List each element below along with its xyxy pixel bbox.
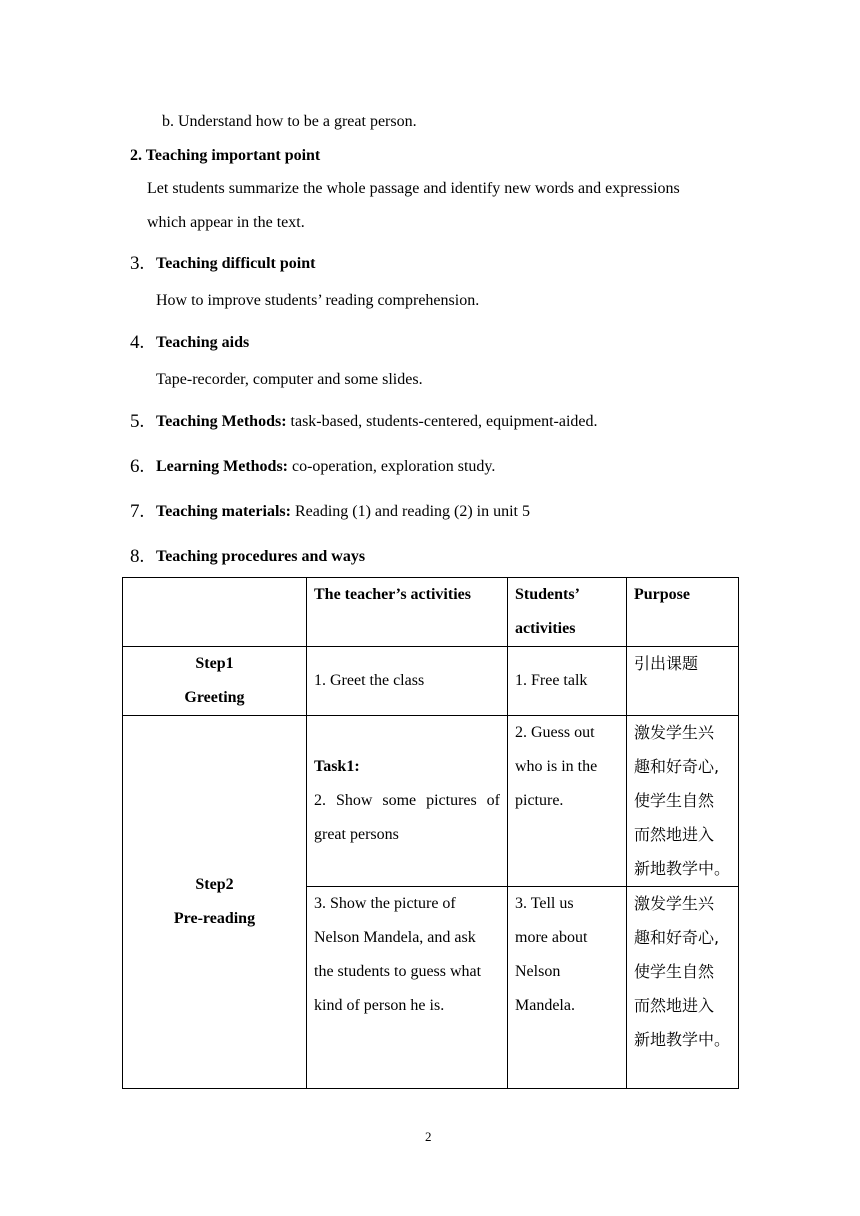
procedures-table xyxy=(122,577,739,1089)
step2-row2-teacher-line: kind of person he is. xyxy=(314,997,445,1014)
step2-row1-teacher xyxy=(307,716,508,887)
task1-label: Task1: xyxy=(314,758,360,775)
step2-name: Step2 xyxy=(195,876,234,893)
purpose-line: 而然地进入 xyxy=(634,825,715,844)
step2-row2-students-line: 3. Tell us xyxy=(515,895,574,912)
section-2-body-line2: which appear in the text. xyxy=(147,214,305,231)
step1-cell xyxy=(123,647,307,716)
step2-row2-teacher-line: the students to guess what xyxy=(314,963,482,980)
header-students-activities xyxy=(508,578,627,647)
step2-label: Pre-reading xyxy=(173,910,256,927)
step2-row2-purpose xyxy=(627,887,739,1089)
section-8-title xyxy=(156,549,365,565)
step2-row1-students-line: who is in the xyxy=(515,758,598,775)
purpose-line: 使学生自然 xyxy=(634,791,715,810)
purpose-line: 趣和好奇心, xyxy=(634,757,720,776)
section-7-number: 7. xyxy=(130,501,145,522)
header-empty-cell xyxy=(123,578,307,647)
header-students-line1: Students’ xyxy=(515,586,580,603)
step2-row1-purpose xyxy=(627,716,739,887)
purpose-line: 激发学生兴 xyxy=(634,723,715,742)
section-6-line xyxy=(156,459,495,475)
section-7-line xyxy=(156,504,530,520)
section-5-body: task-based, students-centered, equipment-aided. xyxy=(286,413,598,430)
purpose-line: 趣和好奇心, xyxy=(634,928,720,947)
step2-row2-teacher-line: Nelson Mandela, and ask xyxy=(314,929,476,946)
step1-name: Step1 xyxy=(195,655,234,672)
step2-row2-students-line: more about xyxy=(515,929,588,946)
step2-row2-students-line: Mandela. xyxy=(515,997,575,1014)
section-8-number: 8. xyxy=(130,546,145,567)
step1-purpose: 引出课题 xyxy=(627,647,739,716)
step2-row1-teacher-line2: great persons xyxy=(314,826,399,843)
header-students-line2: activities xyxy=(515,620,576,637)
section-6-number: 6. xyxy=(130,456,145,477)
section-6-title: Learning Methods: xyxy=(156,458,288,475)
section-2-body-line1: Let students summarize the whole passage and identify new words and expressions xyxy=(147,180,680,197)
purpose-line: 而然地进入 xyxy=(634,996,715,1015)
step2-row1-students xyxy=(508,716,627,887)
section-2-title xyxy=(130,148,320,164)
page-number: 2 xyxy=(425,1129,432,1144)
section-4-number: 4. xyxy=(130,332,145,353)
step2-cell xyxy=(123,716,307,1089)
step2-row1-students-line: 2. Guess out xyxy=(515,724,595,741)
header-purpose: Purpose xyxy=(627,578,739,647)
step1-students: 1. Free talk xyxy=(508,647,627,716)
section-3-number: 3. xyxy=(130,253,145,274)
section-5-title: Teaching Methods: xyxy=(156,413,287,430)
table-row xyxy=(123,647,739,716)
purpose-line: 使学生自然 xyxy=(634,962,715,981)
table-row xyxy=(123,716,739,887)
section-4-body: Tape-recorder, computer and some slides. xyxy=(156,371,423,388)
section-5-line xyxy=(156,414,598,430)
section-7-title: Teaching materials: xyxy=(156,503,291,520)
purpose-line: 激发学生兴 xyxy=(634,894,715,913)
purpose-line: 新地教学中。 xyxy=(634,1030,731,1049)
section-6-body: co-operation, exploration study. xyxy=(288,458,496,475)
step2-row2-teacher xyxy=(307,887,508,1089)
step2-row2-teacher-line: 3. Show the picture of xyxy=(314,895,456,912)
section-5-number: 5. xyxy=(130,411,145,432)
objective-b: b. Understand how to be a great person. xyxy=(162,113,417,130)
step1-label: Greeting xyxy=(184,689,245,706)
purpose-line: 新地教学中。 xyxy=(634,859,731,878)
section-2-title-text: 2. Teaching important point xyxy=(130,147,321,164)
step2-row2-students-line: Nelson xyxy=(515,963,561,980)
section-7-body: Reading (1) and reading (2) in unit 5 xyxy=(290,503,530,520)
section-3-body: How to improve students’ reading comprehension. xyxy=(156,292,480,309)
section-4-title xyxy=(156,335,249,351)
step2-row1-teacher-line1: 2. Show some pictures of xyxy=(314,792,500,809)
section-3-title-text: Teaching difficult point xyxy=(156,255,316,272)
header-teacher-activities: The teacher’s activities xyxy=(307,578,508,647)
section-3-title xyxy=(156,256,315,272)
section-8-title-text: Teaching procedures and ways xyxy=(156,548,366,565)
section-4-title-text: Teaching aids xyxy=(156,334,250,351)
step2-row2-students xyxy=(508,887,627,1089)
step2-row1-students-line: picture. xyxy=(515,792,564,809)
step1-teacher: 1. Greet the class xyxy=(307,647,508,716)
table-header-row xyxy=(123,578,739,647)
